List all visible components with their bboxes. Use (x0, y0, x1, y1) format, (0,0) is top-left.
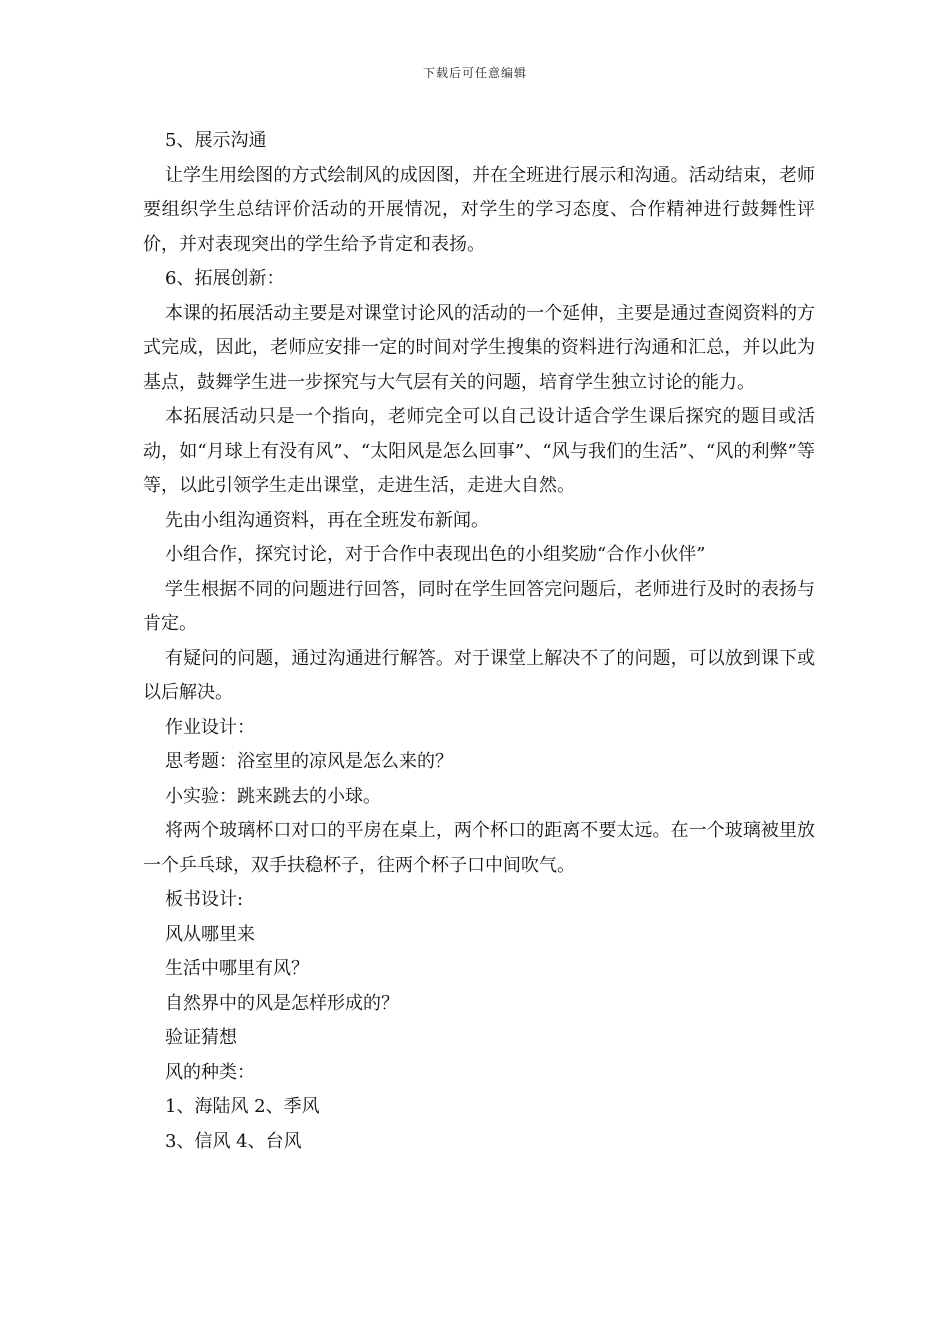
blackboard-line-verify: 验证猜想 (165, 1027, 237, 1048)
paragraph-group-cooperation: 小组合作，探究讨论，对于合作中表现出色的小组奖励“合作小伙伴” (165, 544, 706, 565)
blackboard-line-types: 风的种类： (165, 1061, 255, 1083)
homework-think-question: 思考题：浴室里的凉风是怎么来的？ (165, 751, 453, 772)
page-header: 下载后可任意编辑 (422, 66, 527, 80)
paragraph-extension-overview: 本课的拓展活动主要是对课堂讨论风的活动的一个延伸，主要是通过查阅资料的方式完成，因此，老师应安排一定的时间对学生搜集的资料进行沟通和汇总，并以此为基点，鼓舞学生进一步探究与大气层有关的问题，培育学生独立讨论的能力。 (143, 302, 815, 393)
blackboard-line-types-1: 1、海陆风 2、季风 (165, 1096, 320, 1117)
blackboard-heading: 板书设计: (165, 889, 244, 910)
homework-experiment-steps: 将两个玻璃杯口对口的平房在桌上，两个杯口的距离不要太远。在一个玻璃被里放一个乒乓球，双手扶稳杯子，往两个杯子口中间吹气。 (143, 820, 815, 876)
blackboard-line-life: 生活中哪里有风？ (165, 958, 309, 979)
section-heading-extension: 6、拓展创新： (165, 268, 285, 289)
section-heading-display: 5、展示沟通 (165, 130, 267, 151)
paragraph-group-share: 先由小组沟通资料，再在全班发布新闻。 (165, 509, 489, 531)
blackboard-line-types-2: 3、信风 4、台风 (165, 1130, 302, 1152)
paragraph-student-answers: 学生根据不同的问题进行回答，同时在学生回答完问题后，老师进行及时的表扬与肯定。 (143, 578, 815, 634)
homework-heading: 作业设计： (165, 716, 255, 738)
document-body (143, 124, 815, 1159)
paragraph-questions: 有疑问的问题，通过沟通进行解答。对于课堂上解决不了的问题，可以放到课下或以后解决。 (143, 647, 815, 703)
paragraph-display-activity: 让学生用绘图的方式绘制风的成因图，并在全班进行展示和沟通。活动结束，老师要组织学生总结评价活动的开展情况，对学生的学习态度、合作精神进行鼓舞性评价，并对表现突出的学生给予肯定和表扬。 (143, 164, 815, 255)
blackboard-line-title: 风从哪里来 (165, 923, 255, 945)
homework-experiment-title: 小实验：跳来跳去的小球。 (165, 785, 381, 807)
paragraph-extension-examples: 本拓展活动只是一个指向，老师完全可以自己设计适合学生课后探究的题目或活动，如“月球上有没有风”、“太阳风是怎么回事”、“风与我们的生活”、“风的利弊”等等，以此引领学生走出课堂，走进生活，走进大自然。 (143, 406, 815, 496)
blackboard-line-nature: 自然界中的风是怎样形成的？ (165, 992, 399, 1014)
